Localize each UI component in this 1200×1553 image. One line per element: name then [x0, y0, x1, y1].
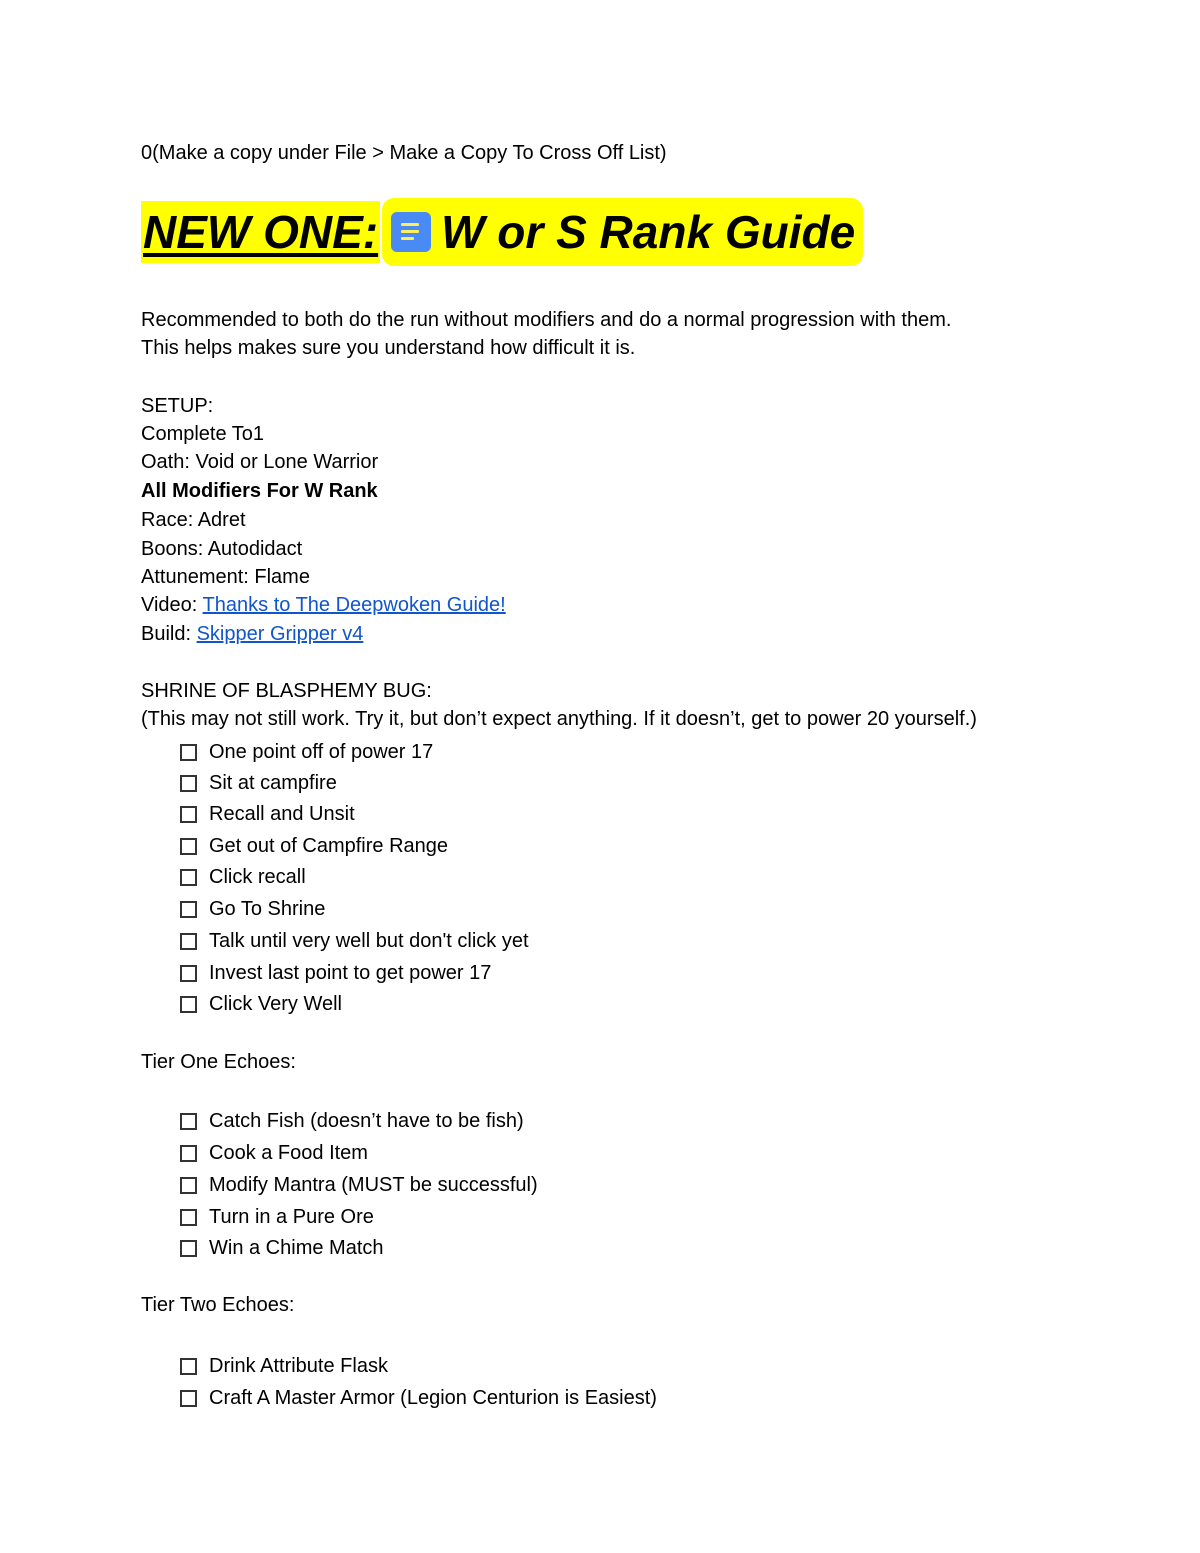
checklist-item-label: Drink Attribute Flask [209, 1354, 388, 1377]
checklist-item[interactable] [180, 1203, 374, 1231]
title-highlight: NEW ONE: [141, 201, 380, 263]
shrine-note: (This may not still work. Try it, but don’t expect anything. If it doesn’t, get to power 20 yourself.) [141, 708, 977, 730]
checklist-item-label: Cook a Food Item [209, 1141, 368, 1164]
checkbox[interactable] [180, 1113, 197, 1130]
checklist-item[interactable] [180, 1352, 388, 1380]
checklist-item[interactable] [180, 959, 491, 987]
checklist-item[interactable] [180, 832, 448, 860]
checkbox[interactable] [180, 744, 197, 761]
checklist-item-label: Modify Mantra (MUST be successful) [209, 1173, 538, 1196]
build-label: Build: [141, 623, 197, 645]
checklist-item[interactable] [180, 738, 433, 766]
checklist-item[interactable] [180, 927, 529, 955]
checkbox[interactable] [180, 1240, 197, 1257]
checklist-item[interactable] [180, 1171, 538, 1199]
setup-line: Attunement: Flame [141, 566, 310, 588]
checklist-item[interactable] [180, 990, 342, 1018]
checklist-item-label: Click recall [209, 865, 306, 888]
checklist-item-label: Talk until very well but don't click yet [209, 929, 529, 952]
checkbox[interactable] [180, 996, 197, 1013]
checklist-item-label: Get out of Campfire Range [209, 834, 449, 857]
description-line-2: This helps makes sure you understand how difficult it is. [141, 337, 636, 359]
checklist-item-label: Invest last point to get power 17 [209, 961, 492, 984]
checkbox[interactable] [180, 1177, 197, 1194]
setup-bold-line: All Modifiers For W Rank [141, 480, 378, 502]
checklist-item-label: Recall and Unsit [209, 802, 355, 825]
checklist-item-label: Go To Shrine [209, 897, 326, 920]
checklist-item-label: One point off of power 17 [209, 740, 434, 763]
setup-line: Oath: Void or Lone Warrior [141, 451, 379, 473]
checklist-item[interactable] [180, 1139, 368, 1167]
checkbox[interactable] [180, 775, 197, 792]
setup-line: Complete To1 [141, 423, 265, 445]
checklist-item[interactable] [180, 1107, 524, 1135]
doc-link-chip[interactable] [382, 198, 863, 266]
checklist-item-label: Sit at campfire [209, 771, 337, 794]
video-label: Video: [141, 594, 203, 616]
checklist-item[interactable] [180, 895, 325, 923]
checkbox[interactable] [180, 806, 197, 823]
checklist-item-label: Craft A Master Armor (Legion Centurion is Easiest) [209, 1386, 657, 1409]
checklist-item-label: Catch Fish (doesn’t have to be fish) [209, 1109, 524, 1132]
video-link[interactable]: Thanks to The Deepwoken Guide! [202, 594, 506, 616]
document-icon [391, 212, 431, 252]
build-line [141, 620, 363, 648]
checklist-item-label: Click Very Well [209, 992, 342, 1015]
page-title [141, 198, 863, 266]
checkbox[interactable] [180, 869, 197, 886]
video-line [141, 591, 506, 619]
checklist-item[interactable] [180, 863, 306, 891]
checkbox[interactable] [180, 1209, 197, 1226]
setup-line: Boons: Autodidact [141, 538, 303, 560]
checkbox[interactable] [180, 901, 197, 918]
setup-line: Race: Adret [141, 509, 246, 531]
checklist-item-label: Turn in a Pure Ore [209, 1205, 374, 1228]
checklist-item[interactable] [180, 800, 355, 828]
shrine-heading: SHRINE OF BLASPHEMY BUG: [141, 680, 432, 702]
checkbox[interactable] [180, 1390, 197, 1407]
checkbox[interactable] [180, 1145, 197, 1162]
setup-heading: SETUP: [141, 395, 214, 417]
checkbox[interactable] [180, 965, 197, 982]
checklist-item[interactable] [180, 1234, 384, 1262]
build-link[interactable]: Skipper Gripper v4 [196, 623, 364, 645]
checklist-item-label: Win a Chime Match [209, 1236, 384, 1259]
checkbox[interactable] [180, 933, 197, 950]
tier-one-heading: Tier One Echoes: [141, 1051, 296, 1073]
description-line-1: Recommended to both do the run without modifiers and do a normal progression with them. [141, 309, 952, 331]
intro-text: 0(Make a copy under File > Make a Copy To Cross Off List) [141, 142, 667, 164]
checkbox[interactable] [180, 1358, 197, 1375]
tier-two-heading: Tier Two Echoes: [141, 1294, 295, 1316]
checklist-item[interactable] [180, 1384, 657, 1412]
checklist-item[interactable] [180, 769, 337, 797]
checkbox[interactable] [180, 838, 197, 855]
title-rest: W or S Rank Guide [441, 206, 856, 258]
